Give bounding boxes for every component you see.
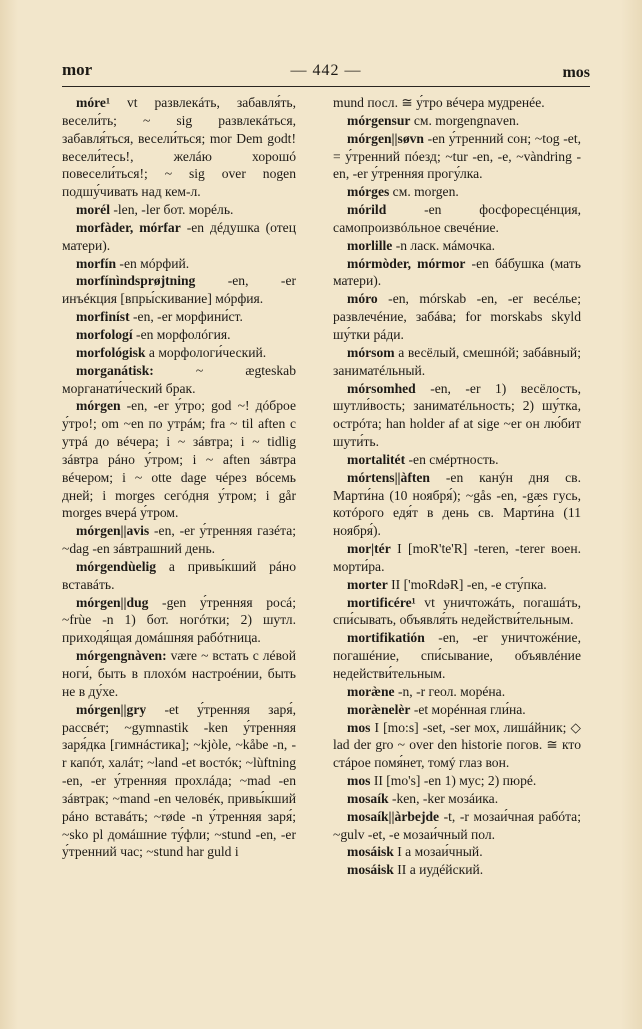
- entry-headword: moræ̀ne: [347, 683, 395, 699]
- entry-definition: -en дéдушка (отец матери).: [62, 219, 296, 253]
- dictionary-entry: [333, 843, 581, 861]
- entry-definition: -et у́тренняя заря́, рассвéт; ~gymnastik -ken у́тренняя заря́дка [гимнáстика]; ~kjòle, ~kåbe -n, -r капóт, халáт; ~land -et востóк; ~lùftning -en, -er у́тренняя прохлáда; ~mad -en зáвтрак; ~mand -en человéк, привы́кший рáно вставáть; ~røde -n у́тренняя заря́; ~sko pl домáшние ту́фли; ~stund -en, -er у́тренний час; ~stund har guld i: [62, 701, 296, 860]
- entry-headword: mosaík||àrbejde: [347, 808, 440, 824]
- dictionary-entry: [333, 772, 581, 790]
- dictionary-entry: [333, 255, 581, 291]
- dictionary-entry: [333, 701, 581, 719]
- entry-definition: a привы́кший рáно вставáть.: [62, 558, 296, 592]
- entry-definition: a весёлый, смешнóй; забáвный; заниматéльный.: [333, 344, 581, 378]
- entry-definition: -len, -ler бот. морéль.: [109, 202, 234, 218]
- dictionary-entry: [333, 469, 581, 540]
- entry-definition: -en, -er у́тро; god ~! дóброе у́тро!; om ~en по утрáм; fra ~ til aften с утрá до вéчера; i ~ зáвтра; i ~ tidlig зáвтра рáно у́тром; i ~ aften зáвтра вéчером; i ~ otte dage чéрез вóсемь дней; i morges сегóдня у́тром; i går morges вчерá у́тром.: [62, 398, 296, 521]
- entry-headword: mórgendùelig: [76, 558, 157, 574]
- entry-definition: I [mo:s] -set, -ser мох, лишáйник; ◇ lad der gro ~ over den historie погов. ≅ кто стáрое помя́нет, томý глаз вон.: [333, 719, 581, 771]
- entry-definition: a морфологи́ческий.: [145, 344, 267, 360]
- dictionary-entry: [333, 94, 581, 112]
- entry-headword: mórmòder, mórmor: [347, 255, 466, 271]
- entry-headword: mos: [347, 719, 371, 735]
- entry-definition: -en смéртность.: [405, 451, 499, 467]
- entry-headword: mortifikatión: [347, 630, 425, 646]
- entry-definition: см. morgen.: [389, 184, 459, 200]
- entry-definition: -en мóрфий.: [116, 255, 190, 271]
- dictionary-entry: [62, 647, 296, 701]
- entry-definition: -en, mórskab -en, -er весéлье; развлечéние, забáва; for morskabs skyld шу́тки рáди.: [333, 291, 581, 342]
- entry-definition: -et морéнная гли́на.: [410, 701, 526, 717]
- dictionary-entry: [333, 344, 581, 380]
- entry-headword: mórgen: [76, 398, 121, 414]
- entry-headword: mortificére¹: [347, 594, 416, 610]
- entry-definition: -en морфолóгия.: [132, 326, 231, 342]
- entry-headword: morfologí: [76, 326, 133, 342]
- entry-definition: mund посл. ≅ у́тро вéчера мудренéе.: [333, 95, 545, 110]
- entry-headword: mórgen||gry: [76, 701, 147, 717]
- entry-headword: mosáisk: [347, 862, 394, 878]
- dictionary-entry: [62, 201, 296, 219]
- left-column: [62, 94, 296, 861]
- entry-definition: II ['moRdəR] -en, -e сту́пка.: [387, 576, 547, 592]
- dictionary-entry: [62, 94, 296, 201]
- dictionary-entry: [62, 326, 296, 344]
- entry-headword: mórild: [347, 202, 387, 218]
- entry-definition: -en, -er морфини́ст.: [129, 309, 243, 325]
- entry-headword: mórges: [347, 184, 390, 200]
- entry-headword: morfínìndsprøjtning: [76, 273, 196, 289]
- entry-definition: -t, -r мозаи́чная рабóта; ~gulv -et, -e мозаи́чный пол.: [333, 808, 581, 842]
- right-column: [333, 94, 581, 879]
- entry-definition: -en бáбушка (мать матери).: [333, 255, 581, 289]
- entry-definition: -en канýн дня св. Марти́на (10 ноября́); ~gås -en, -gæs гусь, котóрого едя́т в день св. Марти́на (11 ноября́).: [333, 469, 581, 539]
- dictionary-entry: [333, 861, 581, 879]
- entry-definition: vt уничтожáть, погашáть, спи́сывать, объявля́ть недействи́тельным.: [333, 594, 581, 628]
- dictionary-entry: [333, 594, 581, 630]
- entry-definition: см. morgengnaven.: [410, 112, 520, 128]
- entry-headword: mórgen||søvn: [347, 130, 424, 146]
- entry-definition: -en, -er 1) весёлость, шутли́вость; заниматéльность; 2) шу́тка, острóта; han holder af at sige ~er он лю́бит шути́ть.: [333, 380, 581, 450]
- dictionary-entry: [333, 540, 581, 576]
- dictionary-entry: [62, 219, 296, 255]
- entry-headword: mórgengnàven:: [76, 648, 167, 664]
- dictionary-entry: [62, 701, 296, 862]
- dictionary-entry: [62, 308, 296, 326]
- entry-headword: móre¹: [76, 95, 111, 110]
- dictionary-entry: [333, 576, 581, 594]
- dictionary-entry: [333, 790, 581, 808]
- entry-definition: -n ласк. мáмочка.: [392, 237, 496, 253]
- dictionary-entry: [333, 451, 581, 469]
- dictionary-entry: [333, 112, 581, 130]
- entry-headword: mórgen||dug: [76, 594, 149, 610]
- dictionary-entry: [333, 629, 581, 683]
- entry-headword: mórgensur: [347, 112, 411, 128]
- entry-headword: mórtens||àften: [347, 469, 430, 485]
- entry-definition: -n, -r геол. морéна.: [394, 683, 506, 699]
- entry-headword: mórgen||avis: [76, 523, 150, 539]
- entry-headword: mosáisk: [347, 844, 394, 860]
- entry-headword: mor|tér: [347, 541, 391, 557]
- dictionary-entry: [62, 558, 296, 594]
- dictionary-entry: [62, 255, 296, 273]
- entry-headword: mortalitét: [347, 451, 406, 467]
- dictionary-entry: [62, 522, 296, 558]
- dictionary-entry: [333, 130, 581, 184]
- header-right-guideword: mos: [562, 64, 590, 81]
- entry-definition: -gen у́тренняя росá; ~frùe -n 1) бот. ногóтки; 2) шутл. приходя́щая домáшняя рабóтница.: [62, 594, 296, 646]
- dictionary-entry: [333, 380, 581, 451]
- entry-definition: vt развлекáть, забавля́ть, весели́ть; ~ sig развлекáться, забавля́ться, весели́ться; mor Dem godt! весели́тесь!, желáю хорошó повесели́ться!; ~ sig over nogen подшу́чивать над кем-л.: [62, 95, 296, 200]
- entry-definition: -ken, -ker мозáика.: [388, 790, 499, 806]
- entry-headword: morfiníst: [76, 309, 130, 325]
- entry-headword: morfàder, mórfar: [76, 219, 181, 235]
- dictionary-entry: [333, 719, 581, 773]
- entry-headword: morfológisk: [76, 344, 146, 360]
- dictionary-entry: [333, 683, 581, 701]
- entry-definition: -en, -er уничтожéние, погашéние, спи́сывание, объявлéние недействи́тельным.: [333, 630, 581, 681]
- entry-headword: mos: [347, 773, 371, 789]
- entry-definition: -en фосфоресцéнция, самопроизвóльное свечéние.: [333, 202, 581, 235]
- entry-definition: -en у́тренний сон; ~tog -et, = у́тренний пóезд; ~tur -en, -e, ~vàndring -en, -er у́тренняя прогу́лка.: [333, 130, 581, 182]
- dictionary-entry: [333, 290, 581, 344]
- dictionary-entry: [333, 808, 581, 844]
- dictionary-entry: [62, 397, 296, 522]
- entry-headword: morter: [347, 576, 388, 592]
- entry-definition: være ~ встать с лéвой ноги́, быть в плохóм настроéнии, быть не в ду́хе.: [62, 648, 296, 699]
- entry-headword: mórsom: [347, 344, 395, 360]
- entry-definition: I a мозаи́чный.: [393, 844, 483, 860]
- entry-headword: morél: [76, 202, 110, 218]
- entry-headword: morlille: [347, 237, 393, 253]
- dictionary-entry: [333, 183, 581, 201]
- dictionary-entry: [62, 362, 296, 398]
- entry-definition: II a иудéйский.: [393, 862, 484, 878]
- entry-headword: morganátisk:: [76, 362, 154, 378]
- dictionary-entry: [62, 594, 296, 648]
- entry-definition: -en, -er у́тренняя газéта; ~dag -en зáвтрашний день.: [62, 523, 296, 557]
- entry-headword: móro: [347, 291, 378, 307]
- entry-headword: moræ̀nelèr: [347, 701, 411, 717]
- page-header: [62, 60, 590, 86]
- dictionary-entry: [62, 344, 296, 362]
- dictionary-entry: [333, 237, 581, 255]
- dictionary-entry: [333, 201, 581, 237]
- entry-headword: mosaík: [347, 790, 389, 806]
- entry-headword: mórsomhed: [347, 380, 416, 396]
- dictionary-entry: [62, 272, 296, 308]
- entry-headword: morfín: [76, 255, 117, 271]
- entry-definition: II [mo's] -en 1) мус; 2) пюрé.: [370, 773, 537, 789]
- entry-definition: -en, -er инъéкция [впры́скивание] мóрфия.: [62, 273, 296, 307]
- entry-definition: ~ ægteskab морганати́ческий брак.: [62, 362, 296, 396]
- page-number: — 442 —: [290, 62, 362, 79]
- header-left-guideword: mor: [62, 60, 93, 79]
- entry-definition: I [moR'te'R] -teren, -terer воен. морти́ра.: [333, 541, 581, 574]
- header-rule: [62, 86, 590, 87]
